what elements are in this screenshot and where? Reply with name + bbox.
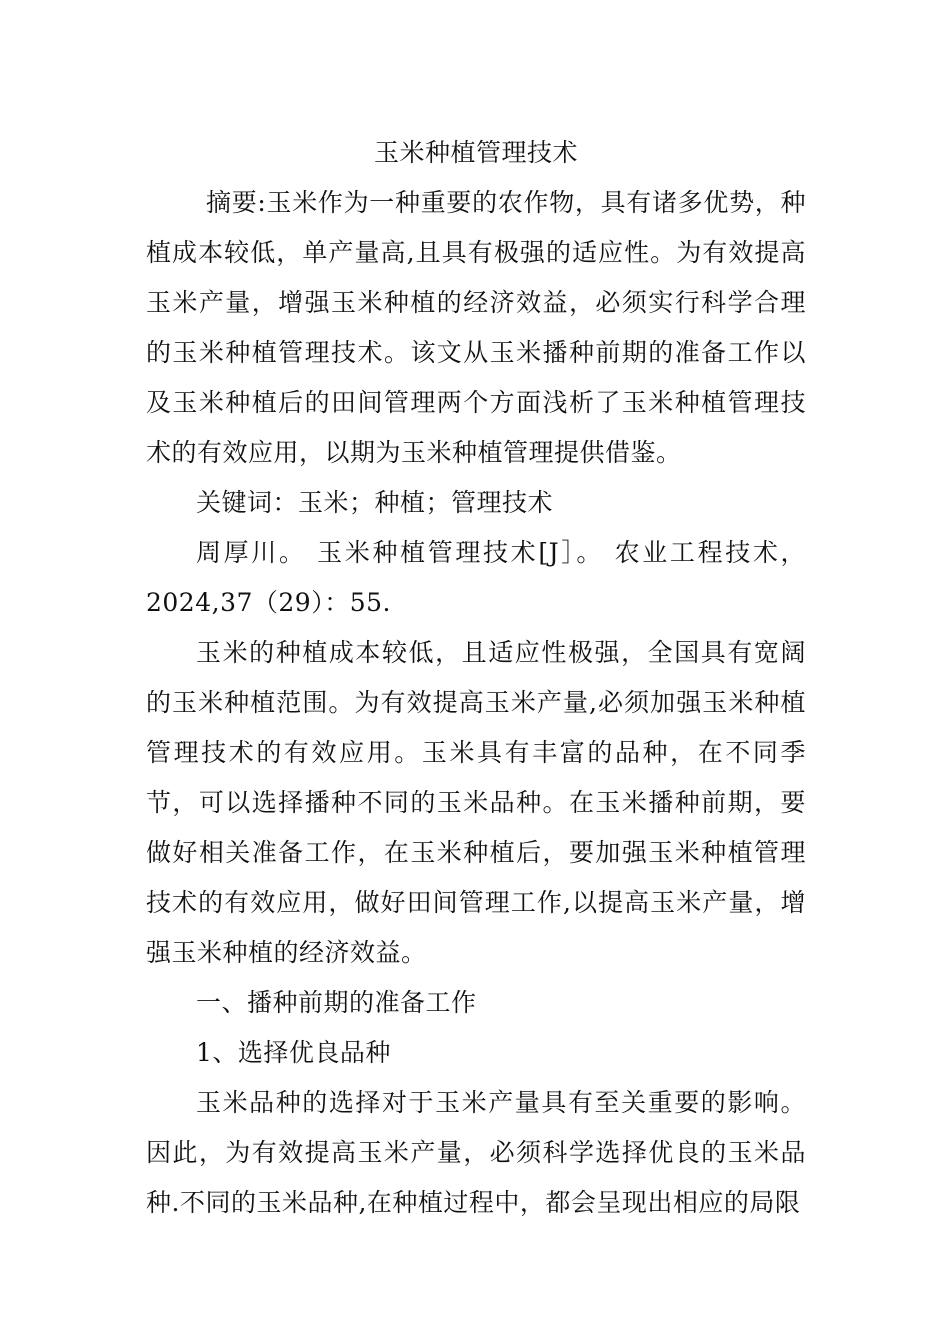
subsection-heading: 1、选择优良品种 <box>196 1038 391 1067</box>
keywords-paragraph: 关键词：玉米；种植；管理技术 <box>196 488 554 517</box>
section-heading: 一、播种前期的准备工作 <box>196 988 477 1017</box>
document-page <box>146 128 806 1228</box>
subsection-body-paragraph: 玉米品种的选择对于玉米产量具有至关重要的影响。因此，为有效提高玉米产量，必须科学选择优良的玉米品种.不同的玉米品种,在种植过程中，都会呈现出相应的局限 <box>146 1088 806 1217</box>
intro-paragraph: 玉米的种植成本较低，且适应性极强，全国具有宽阔的玉米种植范围。为有效提高玉米产量,必须加强玉米种植管理技术的有效应用。玉米具有丰富的品种，在不同季节，可以选择播种不同的玉米品种。在玉米播种前期，要做好相关准备工作，在玉米种植后，要加强玉米种植管理技术的有效应用，做好田间管理工作,以提高玉米产量，增强玉米种植的经济效益。 <box>146 638 806 967</box>
citation-paragraph: 周厚川。 玉米种植管理技术[J］。 农业工程技术，2024,37（29）：55. <box>146 538 806 617</box>
document-title: 玉米种植管理技术 <box>373 138 578 167</box>
abstract-paragraph: 摘要:玉米作为一种重要的农作物，具有诸多优势，种植成本较低，单产量高,且具有极强的适应性。为有效提高玉米产量，增强玉米种植的经济效益，必须实行科学合理的玉米种植管理技术。该文从玉米播种前期的准备工作以及玉米种植后的田间管理两个方面浅析了玉米种植管理技术的有效应用，以期为玉米种植管理提供借鉴。 <box>146 188 806 467</box>
